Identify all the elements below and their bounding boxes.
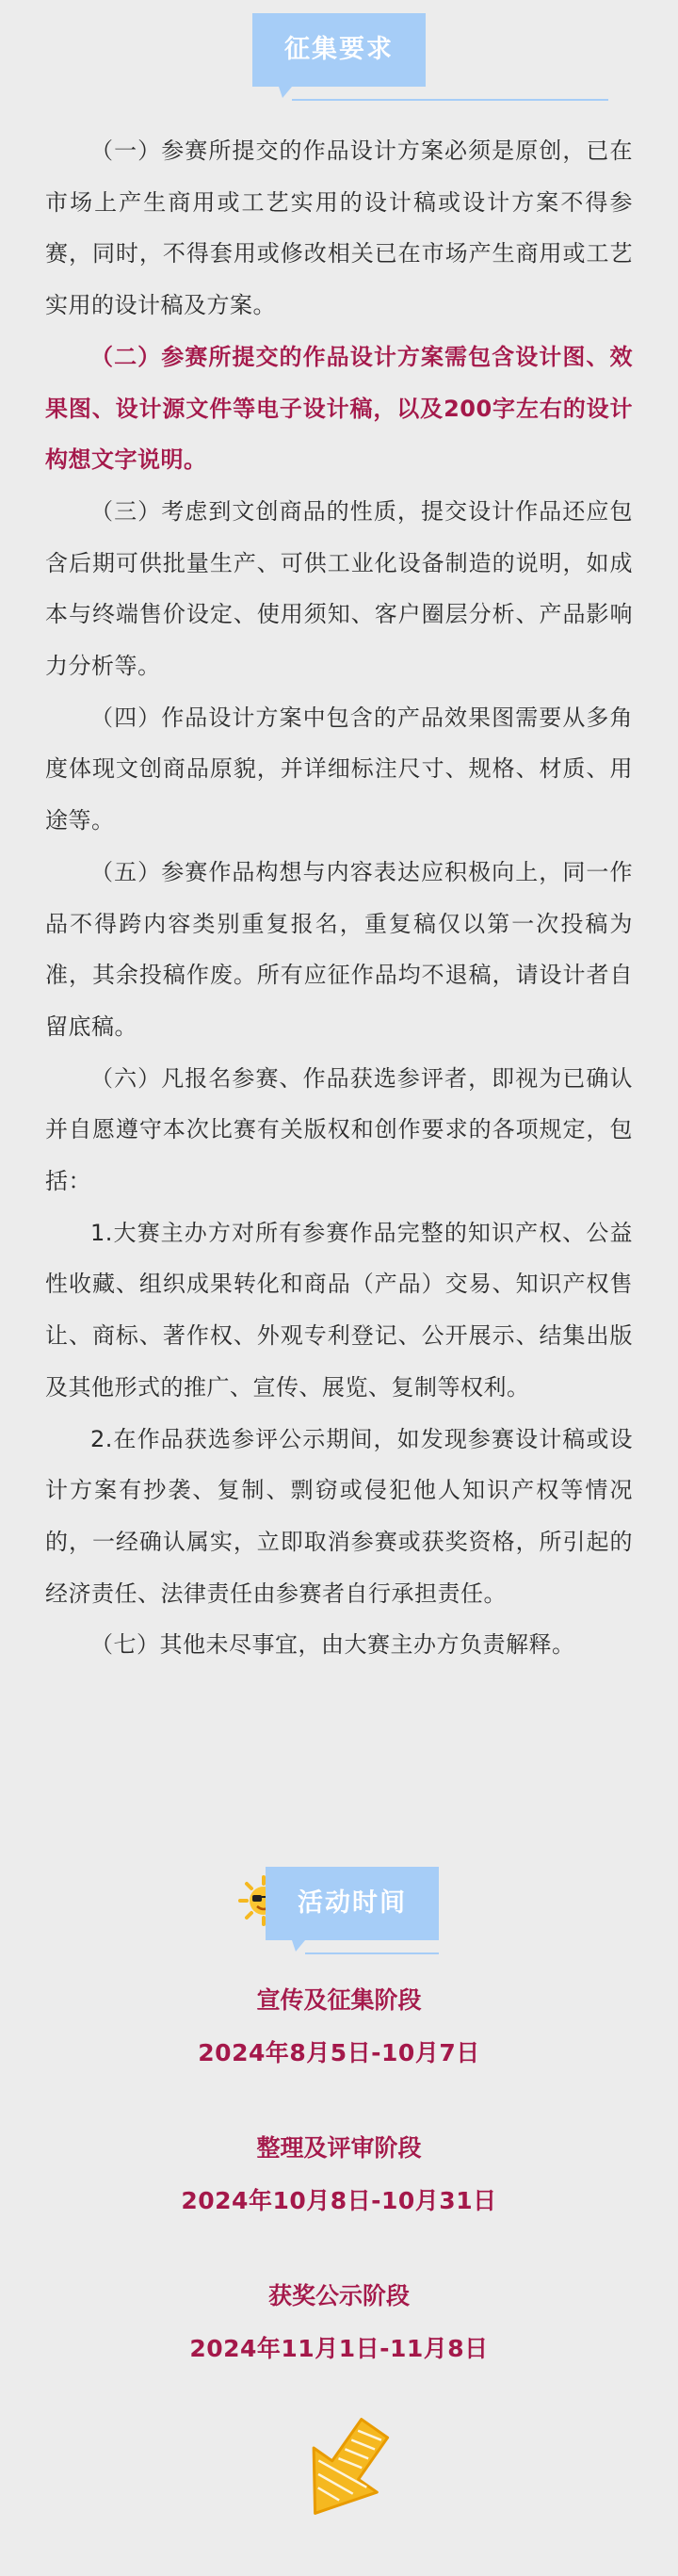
requirement-3: （三）考虑到文创商品的性质，提交设计作品还应包含后期可供批量生产、可供工业化设备制造的说明，如成本与终端售价设定、使用须知、客户圈层分析、产品影响力分析等。 bbox=[45, 497, 633, 680]
section-header-schedule bbox=[266, 1867, 439, 1940]
badge-pointer bbox=[279, 87, 292, 98]
section-header-requirements bbox=[252, 13, 426, 87]
stage-title: 宣传及征集阶段 bbox=[256, 1986, 422, 2014]
requirement-6: （六）凡报名参赛、作品获选参评者，即视为已确认并自愿遵守本次比赛有关版权和创作要求的各项规定，包括： bbox=[45, 1064, 633, 1195]
schedule-stage-3 bbox=[0, 2270, 678, 2375]
stage-title: 获奖公示阶段 bbox=[267, 2282, 410, 2309]
stage-title: 整理及评审阶段 bbox=[256, 2134, 422, 2162]
badge-underline bbox=[292, 99, 608, 101]
stage-date: 2024年8月5日-10月7日 bbox=[198, 2039, 480, 2066]
requirement-2: （二）参赛所提交的作品设计方案需包含设计图、效果图、设计源文件等电子设计稿，以及200字左右的设计构想文字说明。 bbox=[45, 343, 633, 474]
requirements-body bbox=[45, 125, 633, 1671]
requirement-6-item-1: 1.大赛主办方对所有参赛作品完整的知识产权、公益性收藏、组织成果转化和商品（产品）交易、知识产权售让、商标、著作权、外观专利登记、公开展示、结集出版及其他形式的推广、宣传、展览、复制等权利。 bbox=[45, 1219, 633, 1401]
schedule-stage-1 bbox=[0, 1974, 678, 2080]
requirement-5: （五）参赛作品构想与内容表达应积极向上，同一作品不得跨内容类别重复报名，重复稿仅以第一次投稿为准，其余投稿作废。所有应征作品均不退稿，请设计者自留底稿。 bbox=[45, 858, 633, 1040]
badge-underline bbox=[305, 1952, 439, 1954]
badge-pointer bbox=[292, 1940, 305, 1952]
section-title: 活动时间 bbox=[266, 1867, 439, 1940]
stage-date: 2024年11月1日-11月8日 bbox=[189, 2335, 489, 2362]
requirement-6-item-2: 2.在作品获选参评公示期间，如发现参赛设计稿或设计方案有抄袭、复制、剽窃或侵犯他人知识产权等情况的，一经确认属实，立即取消参赛或获奖资格，所引起的经济责任、法律责任由参赛者自行承担责任。 bbox=[45, 1425, 633, 1607]
stage-date: 2024年10月8日-10月31日 bbox=[181, 2187, 497, 2214]
down-arrow-icon bbox=[282, 2411, 405, 2534]
requirement-4: （四）作品设计方案中包含的产品效果图需要从多角度体现文创商品原貌，并详细标注尺寸、规格、材质、用途等。 bbox=[45, 704, 633, 834]
requirement-1: （一）参赛所提交的作品设计方案必须是原创，已在市场上产生商用或工艺实用的设计稿或设计方案不得参赛，同时，不得套用或修改相关已在市场产生商用或工艺实用的设计稿及方案。 bbox=[45, 138, 633, 319]
schedule-stage-2 bbox=[0, 2122, 678, 2228]
requirement-7: （七）其他未尽事宜，由大赛主办方负责解释。 bbox=[90, 1631, 575, 1659]
section-title: 征集要求 bbox=[252, 13, 426, 87]
